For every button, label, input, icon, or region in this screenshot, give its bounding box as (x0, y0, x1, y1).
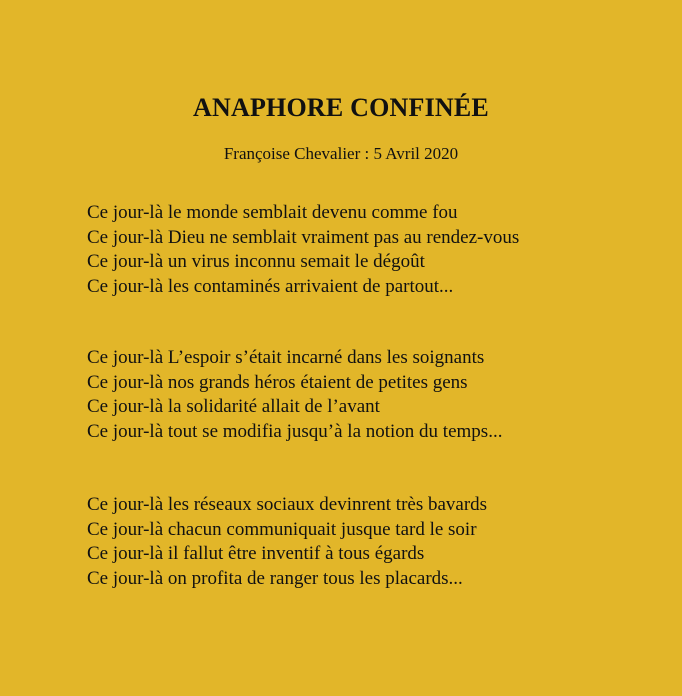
stanza-1 (87, 201, 647, 299)
author-date-line: Françoise Chevalier : 5 Avril 2020 (223, 144, 459, 163)
poem-line: Ce jour-là chacun communiquait jusque tard le soir (87, 518, 477, 540)
poem-line: Ce jour-là tout se modifia jusqu’à la notion du temps... (87, 420, 503, 442)
poem-line: Ce jour-là la solidarité allait de l’avant (87, 396, 380, 417)
poem-line: Ce jour-là Dieu ne semblait vraiment pas au rendez-vous (87, 226, 520, 248)
poem-line: Ce jour-là il fallut être inventif à tous égards (87, 543, 425, 564)
poem-line: Ce jour-là nos grands héros étaient de petites gens (87, 371, 468, 393)
poem-line: Ce jour-là L’espoir s’était incarné dans les soignants (87, 347, 485, 368)
poem-line: Ce jour-là les contaminés arrivaient de partout... (87, 275, 454, 297)
poem-line: Ce jour-là le monde semblait devenu comme fou (87, 202, 458, 223)
poem-title: ANAPHORE CONFINÉE (193, 93, 489, 122)
poem-line: Ce jour-là on profita de ranger tous les placards... (87, 567, 463, 589)
poem-line: Ce jour-là les réseaux sociaux devinrent très bavards (87, 494, 488, 515)
stanza-2 (87, 346, 647, 444)
poem-line: Ce jour-là un virus inconnu semait le dégoût (87, 251, 425, 272)
stanza-3 (87, 493, 647, 591)
